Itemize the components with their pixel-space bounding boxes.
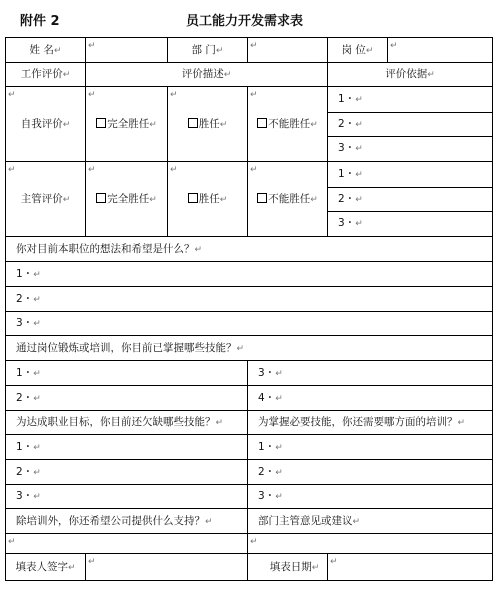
basis-col-header: 评价依据↵: [328, 63, 493, 87]
form-title: 员工能力开发需求表: [186, 14, 304, 29]
self-opt-full[interactable]: ↵ 完全胜任↵: [86, 87, 168, 162]
q3-left-answer-1[interactable]: 1・↵: [6, 435, 248, 460]
q1-question: 你对目前本职位的想法和希望是什么？↵: [6, 237, 493, 262]
checkbox-icon[interactable]: [96, 193, 106, 203]
mgr-eval-row: [6, 162, 493, 237]
annex-label: 附件 2: [20, 14, 60, 29]
filler-sign-label: 填表人签字↵: [6, 554, 86, 581]
q2-answer-3[interactable]: 3・↵: [248, 361, 493, 386]
q1-answer-3[interactable]: 3・↵: [6, 312, 493, 336]
filler-sign-field[interactable]: ↵: [86, 554, 248, 581]
footer-row: [6, 554, 493, 581]
checkbox-icon[interactable]: [188, 193, 198, 203]
self-eval-row: [6, 87, 493, 162]
q2-question: 通过岗位锻炼或培训，你目前已掌握哪些技能？↵: [6, 336, 493, 361]
dept-field[interactable]: ↵: [248, 38, 328, 63]
q4-right-question: 部门主管意见或建议↵: [248, 509, 493, 534]
q3-left-answer-2[interactable]: 2・↵: [6, 460, 248, 485]
mgr-opt-full[interactable]: ↵ 完全胜任↵: [86, 162, 168, 237]
q1-answer-1[interactable]: 1・↵: [6, 262, 493, 287]
checkbox-icon[interactable]: [188, 118, 198, 128]
self-basis-1[interactable]: 1・↵: [338, 92, 363, 105]
checkbox-icon[interactable]: [257, 193, 267, 203]
q3-answer-row: [6, 460, 493, 485]
q2-answer-row: [6, 361, 493, 386]
q1-answer-row: [6, 312, 493, 336]
position-field[interactable]: ↵: [388, 38, 493, 63]
q4-left-question: 除培训外，你还希望公司提供什么支持？↵: [6, 509, 248, 534]
q2-answer-4[interactable]: 4・↵: [248, 386, 493, 411]
mgr-opt-competent[interactable]: ↵ 胜任↵: [168, 162, 248, 237]
q2-answer-1[interactable]: 1・↵: [6, 361, 248, 386]
self-basis-cell: [328, 87, 493, 162]
fill-date-field[interactable]: ↵: [328, 554, 493, 581]
q3-right-answer-1[interactable]: 1・↵: [248, 435, 493, 460]
q3-answer-row: [6, 435, 493, 460]
info-row: [6, 38, 493, 63]
self-basis-3[interactable]: 3・↵: [328, 136, 492, 161]
q3-answer-row: [6, 485, 493, 509]
q4-answer-row: [6, 534, 493, 554]
name-label: 姓 名↵: [6, 38, 86, 63]
desc-col-header: 评价描述↵: [86, 63, 328, 87]
mgr-opt-incompetent[interactable]: ↵ 不能胜任↵: [248, 162, 328, 237]
q3-row: [6, 411, 493, 435]
self-opt-competent[interactable]: ↵ 胜任↵: [168, 87, 248, 162]
mgr-basis-1[interactable]: 1・↵: [338, 167, 363, 180]
q1-answer-2[interactable]: 2・↵: [6, 287, 493, 312]
position-label: 岗 位↵: [328, 38, 388, 63]
q4-row: [6, 509, 493, 534]
name-field[interactable]: ↵: [86, 38, 168, 63]
q3-left-answer-3[interactable]: 3・↵: [6, 485, 248, 509]
q4-left-answer[interactable]: ↵: [6, 534, 248, 554]
eval-col-header: 工作评价↵: [6, 63, 86, 87]
mgr-basis-2[interactable]: 2・↵: [328, 187, 492, 211]
self-basis-2[interactable]: 2・↵: [328, 112, 492, 136]
q2-answer-row: [6, 386, 493, 411]
fill-date-label: 填表日期↵: [248, 554, 328, 581]
q2-row: [6, 336, 493, 361]
q1-answer-row: [6, 287, 493, 312]
q1-answer-row: [6, 262, 493, 287]
q3-right-answer-3[interactable]: 3・↵: [248, 485, 493, 509]
checkbox-icon[interactable]: [257, 118, 267, 128]
self-eval-label: ↵ 自我评价↵: [6, 87, 86, 162]
q4-right-answer[interactable]: ↵: [248, 534, 493, 554]
q2-answer-2[interactable]: 2・↵: [6, 386, 248, 411]
q1-row: [6, 237, 493, 262]
mgr-eval-label: ↵ 主管评价↵: [6, 162, 86, 237]
capability-form-table: [5, 37, 493, 581]
q3-left-question: 为达成职业目标，你目前还欠缺哪些技能？↵: [6, 411, 248, 435]
dept-label: 部 门↵: [168, 38, 248, 63]
q3-right-question: 为掌握必要技能，你还需要哪方面的培训？↵: [248, 411, 493, 435]
mgr-basis-3[interactable]: 3・↵: [328, 211, 492, 236]
mgr-basis-cell: [328, 162, 493, 237]
eval-header-row: [6, 63, 493, 87]
q3-right-answer-2[interactable]: 2・↵: [248, 460, 493, 485]
self-opt-incompetent[interactable]: ↵ 不能胜任↵: [248, 87, 328, 162]
checkbox-icon[interactable]: [96, 118, 106, 128]
